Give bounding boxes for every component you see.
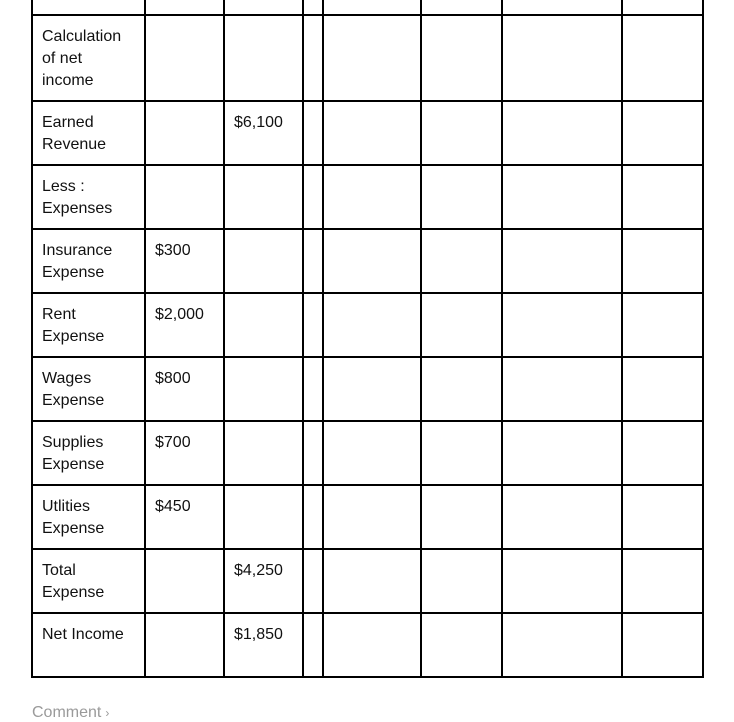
- row-label-cell: [32, 357, 145, 421]
- empty-cell: [622, 613, 703, 677]
- chevron-right-icon: ›: [105, 706, 110, 720]
- amount-cell: [145, 485, 224, 549]
- empty-cell: [421, 101, 502, 165]
- expense-amount: $450: [155, 498, 191, 515]
- empty-cell: [421, 165, 502, 229]
- expense-amount: $700: [155, 434, 191, 451]
- empty-cell: [502, 229, 622, 293]
- empty-cell: [421, 613, 502, 677]
- row-label-cell: [32, 293, 145, 357]
- amount-cell: [224, 293, 303, 357]
- empty-cell: [502, 549, 622, 613]
- empty-cell: [323, 15, 421, 101]
- table-row: [32, 15, 703, 101]
- empty-cell: [303, 101, 323, 165]
- amount-cell: [224, 101, 303, 165]
- empty-cell: [323, 229, 421, 293]
- amount-cell: [224, 549, 303, 613]
- empty-cell: [323, 485, 421, 549]
- empty-cell: [421, 15, 502, 101]
- comment-label: Comment: [32, 704, 102, 721]
- empty-cell: [323, 549, 421, 613]
- expense-amount: $300: [155, 242, 191, 259]
- table-cell: [303, 0, 323, 15]
- empty-cell: [421, 293, 502, 357]
- row-label-cell: [32, 15, 145, 101]
- table-row: [32, 549, 703, 613]
- table-cell: [32, 0, 145, 15]
- amount-cell: [224, 613, 303, 677]
- empty-cell: [502, 15, 622, 101]
- empty-cell: [323, 293, 421, 357]
- amount-cell: [224, 229, 303, 293]
- row-label-cell: [32, 613, 145, 677]
- amount-cell: [145, 229, 224, 293]
- empty-cell: [421, 357, 502, 421]
- amount-cell: [145, 293, 224, 357]
- empty-cell: [303, 357, 323, 421]
- table-cell: [502, 0, 622, 15]
- empty-cell: [421, 485, 502, 549]
- total-amount: $6,100: [234, 114, 283, 131]
- empty-cell: [323, 613, 421, 677]
- table-row: [32, 229, 703, 293]
- row-label-cell: [32, 421, 145, 485]
- empty-cell: [622, 229, 703, 293]
- empty-cell: [303, 15, 323, 101]
- table-row: [32, 421, 703, 485]
- amount-cell: [145, 613, 224, 677]
- table-row: [32, 293, 703, 357]
- empty-cell: [622, 421, 703, 485]
- empty-cell: [303, 421, 323, 485]
- table-row: [32, 101, 703, 165]
- row-label-cell: [32, 101, 145, 165]
- empty-cell: [303, 293, 323, 357]
- row-label: Utlities Expense: [42, 498, 105, 537]
- amount-cell: [145, 357, 224, 421]
- table-cell: [421, 0, 502, 15]
- total-amount: $4,250: [234, 562, 283, 579]
- amount-cell: [145, 101, 224, 165]
- empty-cell: [502, 165, 622, 229]
- table-cell: [224, 0, 303, 15]
- empty-cell: [622, 15, 703, 101]
- amount-cell: [145, 549, 224, 613]
- row-label: Total Expense: [42, 562, 105, 601]
- empty-cell: [323, 165, 421, 229]
- amount-cell: [224, 421, 303, 485]
- empty-cell: [502, 485, 622, 549]
- amount-cell: [145, 165, 224, 229]
- empty-cell: [303, 613, 323, 677]
- amount-cell: [224, 357, 303, 421]
- row-label: Supplies Expense: [42, 434, 105, 473]
- row-label: Earned Revenue: [42, 114, 107, 153]
- empty-cell: [622, 293, 703, 357]
- amount-cell: [145, 421, 224, 485]
- amount-cell: [224, 485, 303, 549]
- row-label: Rent Expense: [42, 306, 105, 345]
- row-label-cell: [32, 485, 145, 549]
- empty-cell: [502, 613, 622, 677]
- row-label: Calculation of net income: [42, 28, 122, 89]
- empty-cell: [421, 549, 502, 613]
- row-label-cell: [32, 165, 145, 229]
- empty-cell: [622, 549, 703, 613]
- row-label: Net Income: [42, 626, 124, 643]
- row-label: Wages Expense: [42, 370, 105, 409]
- table-row: [32, 485, 703, 549]
- amount-cell: [224, 165, 303, 229]
- empty-cell: [622, 485, 703, 549]
- table-cell: [622, 0, 703, 15]
- empty-cell: [502, 357, 622, 421]
- table-cell: [145, 0, 224, 15]
- table-cell: [323, 0, 421, 15]
- empty-cell: [421, 229, 502, 293]
- empty-cell: [502, 293, 622, 357]
- table-row: [32, 613, 703, 677]
- empty-cell: [303, 549, 323, 613]
- table-row: [32, 357, 703, 421]
- income-statement-table: [31, 0, 704, 678]
- expense-amount: $2,000: [155, 306, 204, 323]
- table-top-row: [32, 0, 703, 15]
- row-label: Insurance Expense: [42, 242, 113, 281]
- empty-cell: [303, 229, 323, 293]
- empty-cell: [622, 165, 703, 229]
- row-label: Less : Expenses: [42, 178, 113, 217]
- amount-cell: [224, 15, 303, 101]
- row-label-cell: [32, 229, 145, 293]
- total-amount: $1,850: [234, 626, 283, 643]
- comment-link[interactable]: [32, 704, 109, 722]
- empty-cell: [622, 101, 703, 165]
- expense-amount: $800: [155, 370, 191, 387]
- empty-cell: [323, 421, 421, 485]
- worksheet-area: [31, 0, 704, 678]
- empty-cell: [502, 421, 622, 485]
- amount-cell: [145, 15, 224, 101]
- empty-cell: [323, 101, 421, 165]
- empty-cell: [303, 485, 323, 549]
- empty-cell: [421, 421, 502, 485]
- row-label-cell: [32, 549, 145, 613]
- empty-cell: [323, 357, 421, 421]
- empty-cell: [622, 357, 703, 421]
- table-row: [32, 165, 703, 229]
- empty-cell: [502, 101, 622, 165]
- empty-cell: [303, 165, 323, 229]
